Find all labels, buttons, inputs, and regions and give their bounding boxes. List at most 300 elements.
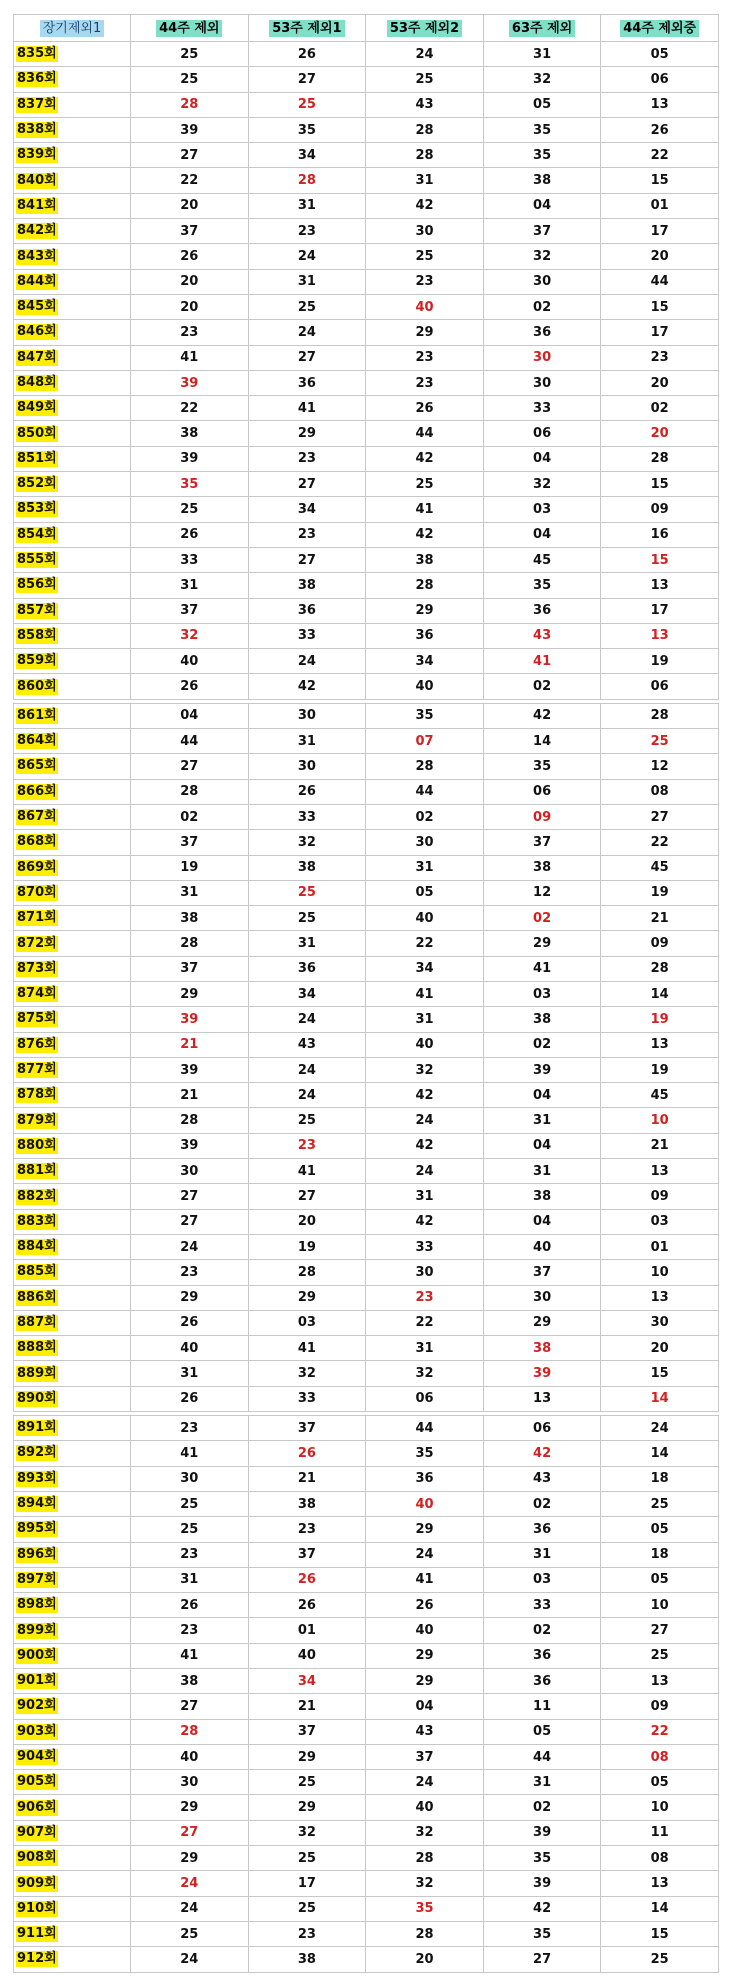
round-label: 849회 bbox=[17, 400, 57, 416]
value-cell: 14 bbox=[601, 1441, 719, 1466]
value-cell: 20 bbox=[601, 370, 719, 395]
value-cell: 40 bbox=[366, 1032, 484, 1057]
value-cell: 23 bbox=[601, 345, 719, 370]
value-cell: 27 bbox=[248, 345, 366, 370]
value-cell: 29 bbox=[131, 981, 249, 1006]
table-row bbox=[14, 1517, 719, 1542]
value-cell: 02 bbox=[366, 804, 484, 829]
round-cell bbox=[14, 168, 131, 193]
value-cell: 05 bbox=[483, 1719, 601, 1744]
value-cell: 13 bbox=[601, 1032, 719, 1057]
value-cell: 30 bbox=[483, 370, 601, 395]
value-cell: 24 bbox=[248, 649, 366, 674]
round-cell bbox=[14, 729, 131, 754]
value-cell: 19 bbox=[601, 649, 719, 674]
value-cell: 24 bbox=[366, 1159, 484, 1184]
value-cell: 40 bbox=[366, 906, 484, 931]
value-cell: 26 bbox=[248, 779, 366, 804]
value-cell: 09 bbox=[601, 1184, 719, 1209]
value-cell: 37 bbox=[483, 219, 601, 244]
round-cell bbox=[14, 779, 131, 804]
value-cell: 45 bbox=[601, 1083, 719, 1108]
value-cell: 37 bbox=[131, 830, 249, 855]
value-cell: 06 bbox=[483, 779, 601, 804]
round-label: 896회 bbox=[17, 1546, 57, 1562]
round-label: 868회 bbox=[17, 834, 57, 850]
round-label: 874회 bbox=[17, 986, 57, 1002]
round-label: 860회 bbox=[17, 678, 57, 694]
table-row bbox=[14, 1820, 719, 1845]
table-row bbox=[14, 421, 719, 446]
value-cell: 13 bbox=[601, 1871, 719, 1896]
value-cell: 26 bbox=[131, 522, 249, 547]
value-cell: 39 bbox=[483, 1820, 601, 1845]
round-label: 886회 bbox=[17, 1289, 57, 1305]
value-cell: 25 bbox=[601, 1491, 719, 1516]
value-cell: 38 bbox=[483, 168, 601, 193]
round-label: 848회 bbox=[17, 375, 57, 390]
round-cell bbox=[14, 42, 131, 67]
value-cell: 11 bbox=[483, 1694, 601, 1719]
table-row bbox=[14, 623, 719, 648]
round-cell bbox=[14, 472, 131, 497]
round-cell bbox=[14, 219, 131, 244]
value-cell: 36 bbox=[248, 956, 366, 981]
value-cell: 15 bbox=[601, 472, 719, 497]
value-cell: 28 bbox=[131, 1719, 249, 1744]
table-row bbox=[14, 193, 719, 218]
table-row bbox=[14, 906, 719, 931]
round-cell bbox=[14, 396, 131, 421]
round-cell bbox=[14, 345, 131, 370]
value-cell: 24 bbox=[248, 1083, 366, 1108]
table-row bbox=[14, 1032, 719, 1057]
value-cell: 33 bbox=[366, 1234, 484, 1259]
value-cell: 27 bbox=[131, 143, 249, 168]
value-cell: 34 bbox=[366, 649, 484, 674]
round-label: 859회 bbox=[17, 653, 57, 669]
value-cell: 03 bbox=[483, 981, 601, 1006]
header-row bbox=[14, 15, 719, 42]
round-label: 898회 bbox=[17, 1597, 57, 1613]
value-cell: 05 bbox=[601, 42, 719, 67]
round-cell bbox=[14, 1567, 131, 1592]
value-cell: 10 bbox=[601, 1260, 719, 1285]
value-cell: 40 bbox=[366, 1618, 484, 1643]
header-cell-44w-mid bbox=[601, 15, 719, 42]
value-cell: 31 bbox=[483, 1108, 601, 1133]
value-cell: 39 bbox=[131, 1057, 249, 1082]
value-cell: 03 bbox=[601, 1209, 719, 1234]
table-row bbox=[14, 1310, 719, 1335]
value-cell: 29 bbox=[131, 1795, 249, 1820]
table-row bbox=[14, 244, 719, 269]
value-cell: 09 bbox=[601, 497, 719, 522]
value-cell: 12 bbox=[601, 754, 719, 779]
value-cell: 38 bbox=[483, 1336, 601, 1361]
value-cell: 25 bbox=[248, 880, 366, 905]
table-row bbox=[14, 42, 719, 67]
round-label: 910회 bbox=[17, 1900, 57, 1916]
round-label: 904회 bbox=[17, 1749, 57, 1765]
table-row bbox=[14, 1593, 719, 1618]
value-cell: 27 bbox=[131, 1820, 249, 1845]
table-row bbox=[14, 1871, 719, 1896]
value-cell: 10 bbox=[601, 1795, 719, 1820]
round-cell bbox=[14, 269, 131, 294]
value-cell: 25 bbox=[131, 1921, 249, 1946]
value-cell: 28 bbox=[601, 446, 719, 471]
value-cell: 23 bbox=[131, 1416, 249, 1441]
value-cell: 34 bbox=[248, 497, 366, 522]
value-cell: 13 bbox=[601, 623, 719, 648]
value-cell: 40 bbox=[248, 1643, 366, 1668]
table-row bbox=[14, 830, 719, 855]
round-cell bbox=[14, 1083, 131, 1108]
value-cell: 20 bbox=[131, 193, 249, 218]
table-row bbox=[14, 1947, 719, 1972]
table-row bbox=[14, 981, 719, 1006]
value-cell: 36 bbox=[483, 1517, 601, 1542]
value-cell: 32 bbox=[483, 67, 601, 92]
value-cell: 05 bbox=[366, 880, 484, 905]
value-cell: 26 bbox=[366, 1593, 484, 1618]
round-cell bbox=[14, 1133, 131, 1158]
value-cell: 30 bbox=[483, 1285, 601, 1310]
value-cell: 15 bbox=[601, 547, 719, 572]
table-row bbox=[14, 345, 719, 370]
value-cell: 33 bbox=[248, 1386, 366, 1411]
value-cell: 19 bbox=[131, 855, 249, 880]
value-cell: 32 bbox=[248, 1361, 366, 1386]
header-cell-44w bbox=[131, 15, 249, 42]
value-cell: 28 bbox=[248, 168, 366, 193]
value-cell: 39 bbox=[131, 1133, 249, 1158]
value-cell: 21 bbox=[131, 1083, 249, 1108]
value-cell: 04 bbox=[483, 1083, 601, 1108]
value-cell: 40 bbox=[366, 1795, 484, 1820]
value-cell: 01 bbox=[248, 1618, 366, 1643]
round-cell bbox=[14, 754, 131, 779]
value-cell: 39 bbox=[131, 446, 249, 471]
value-cell: 18 bbox=[601, 1466, 719, 1491]
round-label: 908회 bbox=[17, 1850, 57, 1866]
value-cell: 44 bbox=[366, 1416, 484, 1441]
value-cell: 31 bbox=[248, 931, 366, 956]
round-label: 887회 bbox=[17, 1314, 57, 1330]
value-cell: 41 bbox=[366, 1567, 484, 1592]
header-cell-round bbox=[14, 15, 131, 42]
value-cell: 29 bbox=[366, 598, 484, 623]
value-cell: 20 bbox=[601, 421, 719, 446]
value-cell: 36 bbox=[248, 598, 366, 623]
value-cell: 05 bbox=[483, 92, 601, 117]
table-body bbox=[14, 42, 719, 1973]
value-cell: 23 bbox=[248, 522, 366, 547]
value-cell: 04 bbox=[483, 193, 601, 218]
table-row bbox=[14, 779, 719, 804]
value-cell: 10 bbox=[601, 1593, 719, 1618]
value-cell: 22 bbox=[131, 396, 249, 421]
round-label: 838회 bbox=[17, 122, 57, 138]
round-label: 885회 bbox=[17, 1264, 57, 1280]
round-label: 884회 bbox=[17, 1239, 57, 1255]
table-row bbox=[14, 1416, 719, 1441]
value-cell: 37 bbox=[131, 598, 249, 623]
value-cell: 38 bbox=[131, 1669, 249, 1694]
value-cell: 19 bbox=[601, 1057, 719, 1082]
round-label: 850회 bbox=[17, 425, 57, 441]
value-cell: 04 bbox=[131, 703, 249, 728]
value-cell: 41 bbox=[483, 649, 601, 674]
round-label: 912회 bbox=[17, 1951, 57, 1967]
value-cell: 23 bbox=[248, 1133, 366, 1158]
value-cell: 24 bbox=[248, 1057, 366, 1082]
value-cell: 28 bbox=[366, 573, 484, 598]
value-cell: 41 bbox=[366, 497, 484, 522]
value-cell: 35 bbox=[483, 143, 601, 168]
value-cell: 36 bbox=[366, 623, 484, 648]
value-cell: 22 bbox=[131, 168, 249, 193]
value-cell: 44 bbox=[366, 779, 484, 804]
value-cell: 25 bbox=[248, 92, 366, 117]
value-cell: 45 bbox=[601, 855, 719, 880]
round-label: 895회 bbox=[17, 1521, 57, 1537]
round-cell bbox=[14, 1466, 131, 1491]
value-cell: 25 bbox=[131, 497, 249, 522]
value-cell: 06 bbox=[601, 674, 719, 699]
value-cell: 05 bbox=[601, 1567, 719, 1592]
value-cell: 40 bbox=[366, 674, 484, 699]
round-cell bbox=[14, 1643, 131, 1668]
value-cell: 35 bbox=[366, 703, 484, 728]
header-label: 장기제외1 bbox=[40, 20, 105, 37]
value-cell: 23 bbox=[248, 219, 366, 244]
value-cell: 28 bbox=[366, 754, 484, 779]
value-cell: 24 bbox=[248, 320, 366, 345]
table-row bbox=[14, 1618, 719, 1643]
round-cell bbox=[14, 906, 131, 931]
value-cell: 01 bbox=[601, 193, 719, 218]
value-cell: 37 bbox=[131, 219, 249, 244]
value-cell: 21 bbox=[131, 1032, 249, 1057]
round-cell bbox=[14, 1386, 131, 1411]
value-cell: 25 bbox=[248, 1108, 366, 1133]
table-row bbox=[14, 1386, 719, 1411]
value-cell: 20 bbox=[601, 1336, 719, 1361]
value-cell: 23 bbox=[131, 320, 249, 345]
value-cell: 23 bbox=[366, 345, 484, 370]
value-cell: 29 bbox=[366, 1517, 484, 1542]
round-label: 902회 bbox=[17, 1698, 57, 1714]
value-cell: 31 bbox=[131, 1567, 249, 1592]
value-cell: 19 bbox=[248, 1234, 366, 1259]
value-cell: 42 bbox=[366, 446, 484, 471]
table-row bbox=[14, 1184, 719, 1209]
value-cell: 13 bbox=[483, 1386, 601, 1411]
round-label: 857회 bbox=[17, 602, 57, 618]
value-cell: 06 bbox=[366, 1386, 484, 1411]
round-cell bbox=[14, 804, 131, 829]
value-cell: 31 bbox=[366, 168, 484, 193]
value-cell: 42 bbox=[483, 703, 601, 728]
round-label: 837회 bbox=[17, 96, 57, 112]
value-cell: 24 bbox=[366, 1542, 484, 1567]
round-cell bbox=[14, 649, 131, 674]
value-cell: 28 bbox=[366, 143, 484, 168]
value-cell: 41 bbox=[248, 396, 366, 421]
header-cell-53w-1 bbox=[248, 15, 366, 42]
value-cell: 12 bbox=[483, 880, 601, 905]
value-cell: 27 bbox=[248, 547, 366, 572]
value-cell: 29 bbox=[366, 320, 484, 345]
value-cell: 17 bbox=[601, 598, 719, 623]
value-cell: 40 bbox=[131, 1336, 249, 1361]
value-cell: 35 bbox=[483, 573, 601, 598]
value-cell: 31 bbox=[131, 573, 249, 598]
round-label: 879회 bbox=[17, 1112, 57, 1128]
round-label: 877회 bbox=[17, 1062, 57, 1078]
value-cell: 26 bbox=[131, 244, 249, 269]
value-cell: 40 bbox=[366, 1491, 484, 1516]
value-cell: 38 bbox=[483, 1184, 601, 1209]
value-cell: 38 bbox=[248, 855, 366, 880]
round-cell bbox=[14, 1669, 131, 1694]
value-cell: 04 bbox=[483, 446, 601, 471]
value-cell: 05 bbox=[601, 1770, 719, 1795]
round-cell bbox=[14, 244, 131, 269]
table-row bbox=[14, 1896, 719, 1921]
round-cell bbox=[14, 830, 131, 855]
round-cell bbox=[14, 1032, 131, 1057]
round-label: 906회 bbox=[17, 1799, 57, 1815]
value-cell: 27 bbox=[131, 1184, 249, 1209]
value-cell: 28 bbox=[131, 779, 249, 804]
value-cell: 37 bbox=[248, 1416, 366, 1441]
round-label: 864회 bbox=[17, 733, 57, 749]
value-cell: 25 bbox=[248, 294, 366, 319]
round-cell bbox=[14, 320, 131, 345]
header-label: 44주 제외 bbox=[156, 20, 222, 37]
value-cell: 25 bbox=[248, 1896, 366, 1921]
value-cell: 36 bbox=[483, 320, 601, 345]
value-cell: 28 bbox=[601, 956, 719, 981]
round-label: 853회 bbox=[17, 501, 57, 517]
round-label: 897회 bbox=[17, 1571, 57, 1587]
table-row bbox=[14, 1643, 719, 1668]
value-cell: 23 bbox=[248, 446, 366, 471]
header-label: 53주 제외1 bbox=[269, 20, 344, 37]
value-cell: 24 bbox=[248, 1007, 366, 1032]
value-cell: 08 bbox=[601, 779, 719, 804]
round-cell bbox=[14, 1416, 131, 1441]
round-label: 881회 bbox=[17, 1163, 57, 1179]
table-row bbox=[14, 472, 719, 497]
value-cell: 13 bbox=[601, 1159, 719, 1184]
round-cell bbox=[14, 623, 131, 648]
value-cell: 38 bbox=[248, 1947, 366, 1972]
round-cell bbox=[14, 931, 131, 956]
value-cell: 32 bbox=[366, 1057, 484, 1082]
round-cell bbox=[14, 1441, 131, 1466]
value-cell: 30 bbox=[131, 1466, 249, 1491]
round-label: 858회 bbox=[17, 627, 57, 643]
value-cell: 02 bbox=[483, 294, 601, 319]
value-cell: 30 bbox=[483, 269, 601, 294]
value-cell: 15 bbox=[601, 168, 719, 193]
value-cell: 15 bbox=[601, 1921, 719, 1946]
value-cell: 25 bbox=[601, 1643, 719, 1668]
round-cell bbox=[14, 1491, 131, 1516]
value-cell: 35 bbox=[483, 1921, 601, 1946]
value-cell: 39 bbox=[131, 1007, 249, 1032]
value-cell: 32 bbox=[366, 1361, 484, 1386]
value-cell: 39 bbox=[483, 1871, 601, 1896]
value-cell: 30 bbox=[483, 345, 601, 370]
value-cell: 09 bbox=[601, 931, 719, 956]
round-cell bbox=[14, 67, 131, 92]
value-cell: 21 bbox=[601, 1133, 719, 1158]
value-cell: 25 bbox=[131, 1491, 249, 1516]
value-cell: 33 bbox=[131, 547, 249, 572]
round-label: 846회 bbox=[17, 324, 57, 340]
value-cell: 35 bbox=[483, 1846, 601, 1871]
value-cell: 25 bbox=[366, 67, 484, 92]
value-cell: 27 bbox=[131, 754, 249, 779]
round-label: 873회 bbox=[17, 960, 57, 976]
round-cell bbox=[14, 446, 131, 471]
value-cell: 43 bbox=[483, 1466, 601, 1491]
value-cell: 22 bbox=[601, 1719, 719, 1744]
value-cell: 41 bbox=[248, 1159, 366, 1184]
table-row bbox=[14, 956, 719, 981]
value-cell: 02 bbox=[483, 1032, 601, 1057]
round-label: 888회 bbox=[17, 1340, 57, 1356]
table-row bbox=[14, 219, 719, 244]
value-cell: 02 bbox=[601, 396, 719, 421]
value-cell: 34 bbox=[248, 143, 366, 168]
value-cell: 06 bbox=[601, 67, 719, 92]
value-cell: 31 bbox=[131, 880, 249, 905]
value-cell: 32 bbox=[131, 623, 249, 648]
value-cell: 15 bbox=[601, 1361, 719, 1386]
value-cell: 03 bbox=[248, 1310, 366, 1335]
value-cell: 41 bbox=[366, 981, 484, 1006]
value-cell: 43 bbox=[483, 623, 601, 648]
table-row bbox=[14, 1921, 719, 1946]
round-cell bbox=[14, 1310, 131, 1335]
round-label: 883회 bbox=[17, 1213, 57, 1229]
table-row bbox=[14, 1260, 719, 1285]
value-cell: 38 bbox=[248, 573, 366, 598]
value-cell: 11 bbox=[601, 1820, 719, 1845]
value-cell: 42 bbox=[366, 193, 484, 218]
value-cell: 13 bbox=[601, 1285, 719, 1310]
table-row bbox=[14, 1083, 719, 1108]
value-cell: 29 bbox=[483, 931, 601, 956]
value-cell: 42 bbox=[366, 522, 484, 547]
value-cell: 27 bbox=[601, 1618, 719, 1643]
value-cell: 04 bbox=[483, 1209, 601, 1234]
header-label: 53주 제외2 bbox=[387, 20, 462, 37]
value-cell: 41 bbox=[248, 1336, 366, 1361]
round-label: 905회 bbox=[17, 1774, 57, 1790]
value-cell: 38 bbox=[483, 855, 601, 880]
value-cell: 29 bbox=[131, 1285, 249, 1310]
value-cell: 39 bbox=[131, 117, 249, 142]
table-row bbox=[14, 1234, 719, 1259]
value-cell: 27 bbox=[248, 1184, 366, 1209]
